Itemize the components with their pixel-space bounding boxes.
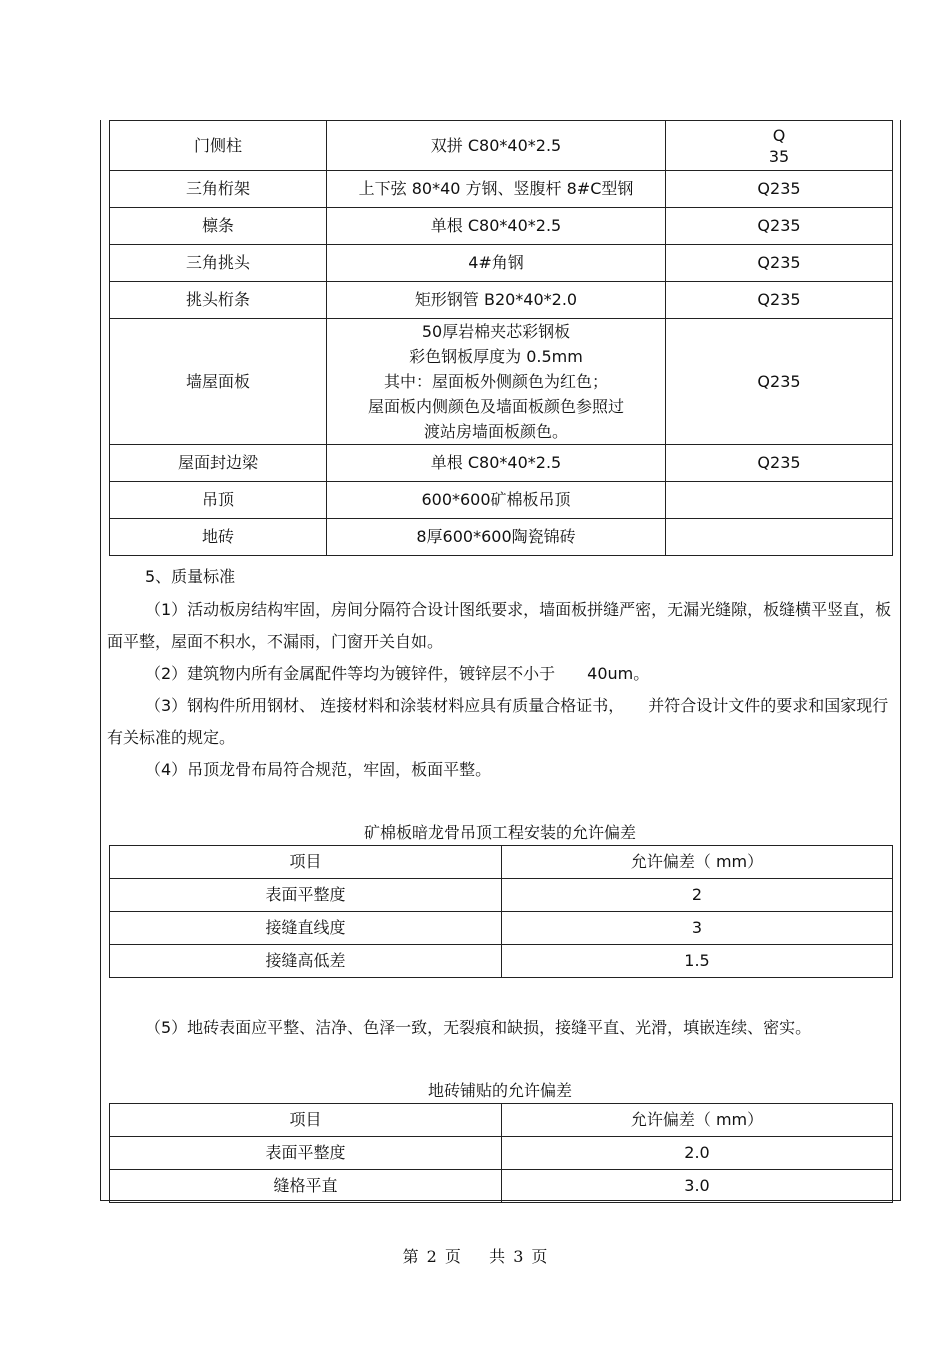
table-row bbox=[110, 282, 893, 319]
item-cell: 表面平整度 bbox=[110, 1137, 502, 1170]
header-item: 项目 bbox=[110, 846, 502, 879]
grade-part: 35 bbox=[768, 146, 790, 166]
material-spec: 600*600矿棉板吊顶 bbox=[327, 482, 666, 519]
spec-line: 彩色钢板厚度为 0.5mm bbox=[409, 347, 583, 366]
table-row bbox=[110, 945, 893, 978]
tile-table-caption: 地砖铺贴的允许偏差 bbox=[427, 1081, 572, 1100]
item-cell: 接缝高低差 bbox=[110, 945, 502, 978]
value-cell: 2.0 bbox=[502, 1137, 893, 1170]
tile-deviation-table bbox=[109, 1103, 893, 1203]
spec-line: 屋面板内侧颜色及墙面板颜色参照过 bbox=[367, 397, 624, 416]
total-number: 3 bbox=[513, 1247, 524, 1266]
quality-item-4: （4）吊顶龙骨布局符合规范，牢固，板面平整。 bbox=[145, 760, 492, 779]
material-name: 吊顶 bbox=[110, 482, 327, 519]
page-footer bbox=[0, 1244, 950, 1270]
material-grade: Q235 bbox=[666, 245, 893, 282]
table-row bbox=[110, 208, 893, 245]
table-row bbox=[110, 1137, 893, 1170]
table-row bbox=[110, 482, 893, 519]
material-grade: Q235 bbox=[666, 208, 893, 245]
material-name: 屋面封边梁 bbox=[110, 445, 327, 482]
table-header-row bbox=[110, 846, 893, 879]
material-spec bbox=[327, 319, 666, 445]
value-cell: 1.5 bbox=[502, 945, 893, 978]
material-name: 地砖 bbox=[110, 519, 327, 556]
item-cell: 缝格平直 bbox=[110, 1170, 502, 1203]
materials-table bbox=[109, 120, 893, 556]
material-name: 三角桁架 bbox=[110, 171, 327, 208]
item-cell: 接缝直线度 bbox=[110, 912, 502, 945]
material-name: 檩条 bbox=[110, 208, 327, 245]
material-name: 挑头桁条 bbox=[110, 282, 327, 319]
section-heading: 5、质量标准 bbox=[145, 567, 236, 586]
material-grade: Q235 bbox=[666, 319, 893, 445]
table-row bbox=[110, 1170, 893, 1203]
ceiling-table-caption: 矿棉板暗龙骨吊顶工程安装的允许偏差 bbox=[363, 823, 636, 842]
material-spec: 上下弦 80*40 方钢、竖腹杆 8#C型钢 bbox=[327, 171, 666, 208]
item-cell: 表面平整度 bbox=[110, 879, 502, 912]
material-spec: 8厚600*600陶瓷锦砖 bbox=[327, 519, 666, 556]
page-number: 2 bbox=[426, 1247, 437, 1266]
header-item: 项目 bbox=[110, 1104, 502, 1137]
material-grade bbox=[666, 121, 893, 171]
material-spec: 4#角钢 bbox=[327, 245, 666, 282]
ceiling-deviation-table bbox=[109, 845, 893, 978]
table-row bbox=[110, 445, 893, 482]
material-spec: 双拼 C80*40*2.5 bbox=[327, 121, 666, 171]
quality-item-3: （3）钢构件所用钢材、 连接材料和涂装材料应具有质量合格证书， 并符合设计文件的要求和国家现行有关标准的规定。 bbox=[107, 696, 889, 747]
table-row bbox=[110, 879, 893, 912]
material-grade: Q235 bbox=[666, 171, 893, 208]
material-name: 墙屋面板 bbox=[110, 319, 327, 445]
material-name: 门侧柱 bbox=[110, 121, 327, 171]
value-cell: 3 bbox=[502, 912, 893, 945]
table-row bbox=[110, 121, 893, 171]
header-deviation: 允许偏差（ mm） bbox=[502, 1104, 893, 1137]
grade-part: Q bbox=[772, 125, 786, 145]
material-spec: 单根 C80*40*2.5 bbox=[327, 208, 666, 245]
material-spec: 矩形钢管 B20*40*2.0 bbox=[327, 282, 666, 319]
material-spec: 单根 C80*40*2.5 bbox=[327, 445, 666, 482]
quality-item-2: （2）建筑物内所有金属配件等均为镀锌件，镀锌层不小于 40um。 bbox=[145, 664, 650, 683]
table-row bbox=[110, 171, 893, 208]
table-row bbox=[110, 912, 893, 945]
table-row bbox=[110, 519, 893, 556]
page-unit: 页 bbox=[444, 1247, 461, 1266]
material-grade bbox=[666, 482, 893, 519]
total-label: 共 bbox=[489, 1247, 506, 1266]
value-cell: 2 bbox=[502, 879, 893, 912]
spec-line: 50厚岩棉夹芯彩钢板 bbox=[421, 322, 571, 341]
table-header-row bbox=[110, 1104, 893, 1137]
total-unit: 页 bbox=[531, 1247, 548, 1266]
table-row bbox=[110, 245, 893, 282]
material-name: 三角挑头 bbox=[110, 245, 327, 282]
header-deviation: 允许偏差（ mm） bbox=[502, 846, 893, 879]
spec-line: 其中：屋面板外侧颜色为红色； bbox=[383, 372, 608, 391]
value-cell: 3.0 bbox=[502, 1170, 893, 1203]
spec-line: 渡站房墙面板颜色。 bbox=[423, 422, 568, 441]
material-grade: Q235 bbox=[666, 445, 893, 482]
table-row bbox=[110, 319, 893, 445]
quality-item-1: （1）活动板房结构牢固，房间分隔符合设计图纸要求，墙面板拼缝严密，无漏光缝隙，板缝横平竖直，板面平整，屋面不积水，不漏雨，门窗开关自如。 bbox=[107, 600, 892, 651]
material-grade bbox=[666, 519, 893, 556]
material-grade: Q235 bbox=[666, 282, 893, 319]
page-label: 第 bbox=[402, 1247, 419, 1266]
quality-item-5: （5）地砖表面应平整、洁净、色泽一致，无裂痕和缺损，接缝平直、光滑，填嵌连续、密实。 bbox=[145, 1018, 812, 1037]
